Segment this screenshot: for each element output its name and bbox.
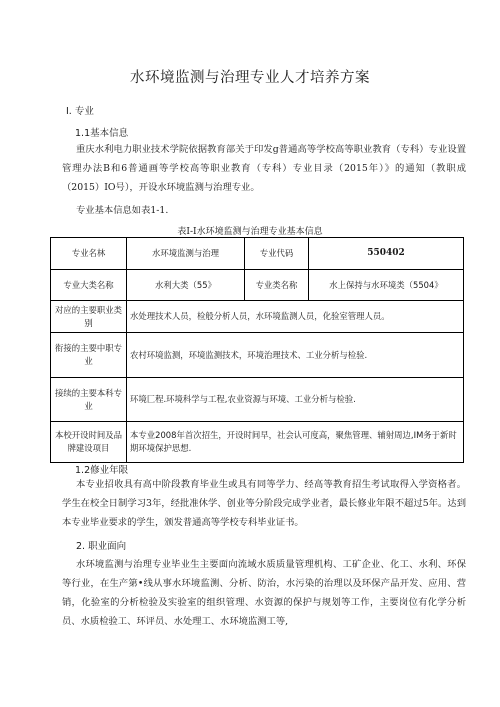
section-1-1-paragraph: 重庆水利电力职业技术学院依据教育部关于印发g普通高等学校高等职业教育（专科）专业设置管理办法B和6普通画等学校高等职业教育（专科）专业目录（2015年）》的通知（教职成（2015）IO号），开设水环境监测与治理专业。: [62, 144, 466, 193]
table-row: [51, 301, 464, 333]
document-title: 水环境监测与治理专业人才培养方案: [130, 70, 370, 86]
table-cell-label: 衔接的主要中职专业: [51, 333, 127, 378]
table-row: [51, 422, 464, 463]
table-cell-value: 水利大类（55》: [127, 270, 245, 301]
table-cell-value: 水处理技术人员，检般分析人员，水环境监测人员，化验室管理人员。: [127, 301, 464, 333]
table-cell-label: 接续的主要本科专业: [51, 378, 127, 422]
table-cell-label: 本校开设时间及品牌建设项目: [51, 422, 127, 463]
basic-info-table: [50, 237, 464, 463]
table-cell-value: 水环境监测与治理: [127, 238, 245, 270]
table-cell-value: 本专业2008年首次招生，开设时间早，社会认可度高，聚焦管理、辅射周边,IM务于新时期环境保护思想.: [127, 422, 464, 463]
table-caption: 表I-I水环境监测与治理专业基本信息: [177, 227, 323, 237]
table-row: [51, 333, 464, 378]
table-row: [51, 378, 464, 422]
section-1-2-paragraph: 本专业招收具有高中阶段教育毕业生或具有同等学力、经高等教育招生考试取得入学资格者。学生在校全日制学习3年，经批准休学、创业等分阶段完成学业者，最长修业年限不超过5年。达到本专业毕业要求的学生，颁发普通高等学校专科毕业证书。: [62, 479, 466, 528]
section-1-heading: I. 专业: [66, 106, 94, 117]
table-cell-value: 550402: [309, 238, 464, 270]
table-row: [51, 270, 464, 301]
table-cell-label: 专业代码: [245, 238, 309, 270]
table-cell-label: 专业大类名称: [51, 270, 127, 301]
table-row: [51, 238, 464, 270]
section-2-paragraph: 水环境监测与治理专业毕业生主要面向流域水质质量管理机构、工矿企业、化工、水利、环保等行业，在生产第•线从事水环境监测、分析、防治，水污染的治理以及环保产品开发、应用、营销，化验室的分析检验及实验室的组织管理、水资源的保护与规划等工作，主要岗位有化学分析员、水质检验工、环评员、水处理工、水环境监测工等,: [62, 559, 466, 627]
table-reference-text: 专业基本信息如表1-1.: [76, 205, 169, 216]
section-1-2-heading: 1.2修业年限: [75, 465, 129, 476]
table-cell-value: 农村环境监测，环境监测技术，环境治理技术、工业分析与检验.: [127, 333, 464, 378]
section-1-1-heading: 1.1基本信息: [75, 128, 129, 139]
table-cell-value: 环境匚程.环境科学与工程,农业资源与环境、工业分析与检验.: [127, 378, 464, 422]
table-cell-value: 水上保持与水环境类（5504》: [309, 270, 464, 301]
section-2-heading: 2. 职业面向: [76, 541, 127, 552]
table-cell-label: 专业类名称: [245, 270, 309, 301]
table-cell-label: 专业名林: [51, 238, 127, 270]
table-cell-label: 对应的主要职业类别: [51, 301, 127, 333]
